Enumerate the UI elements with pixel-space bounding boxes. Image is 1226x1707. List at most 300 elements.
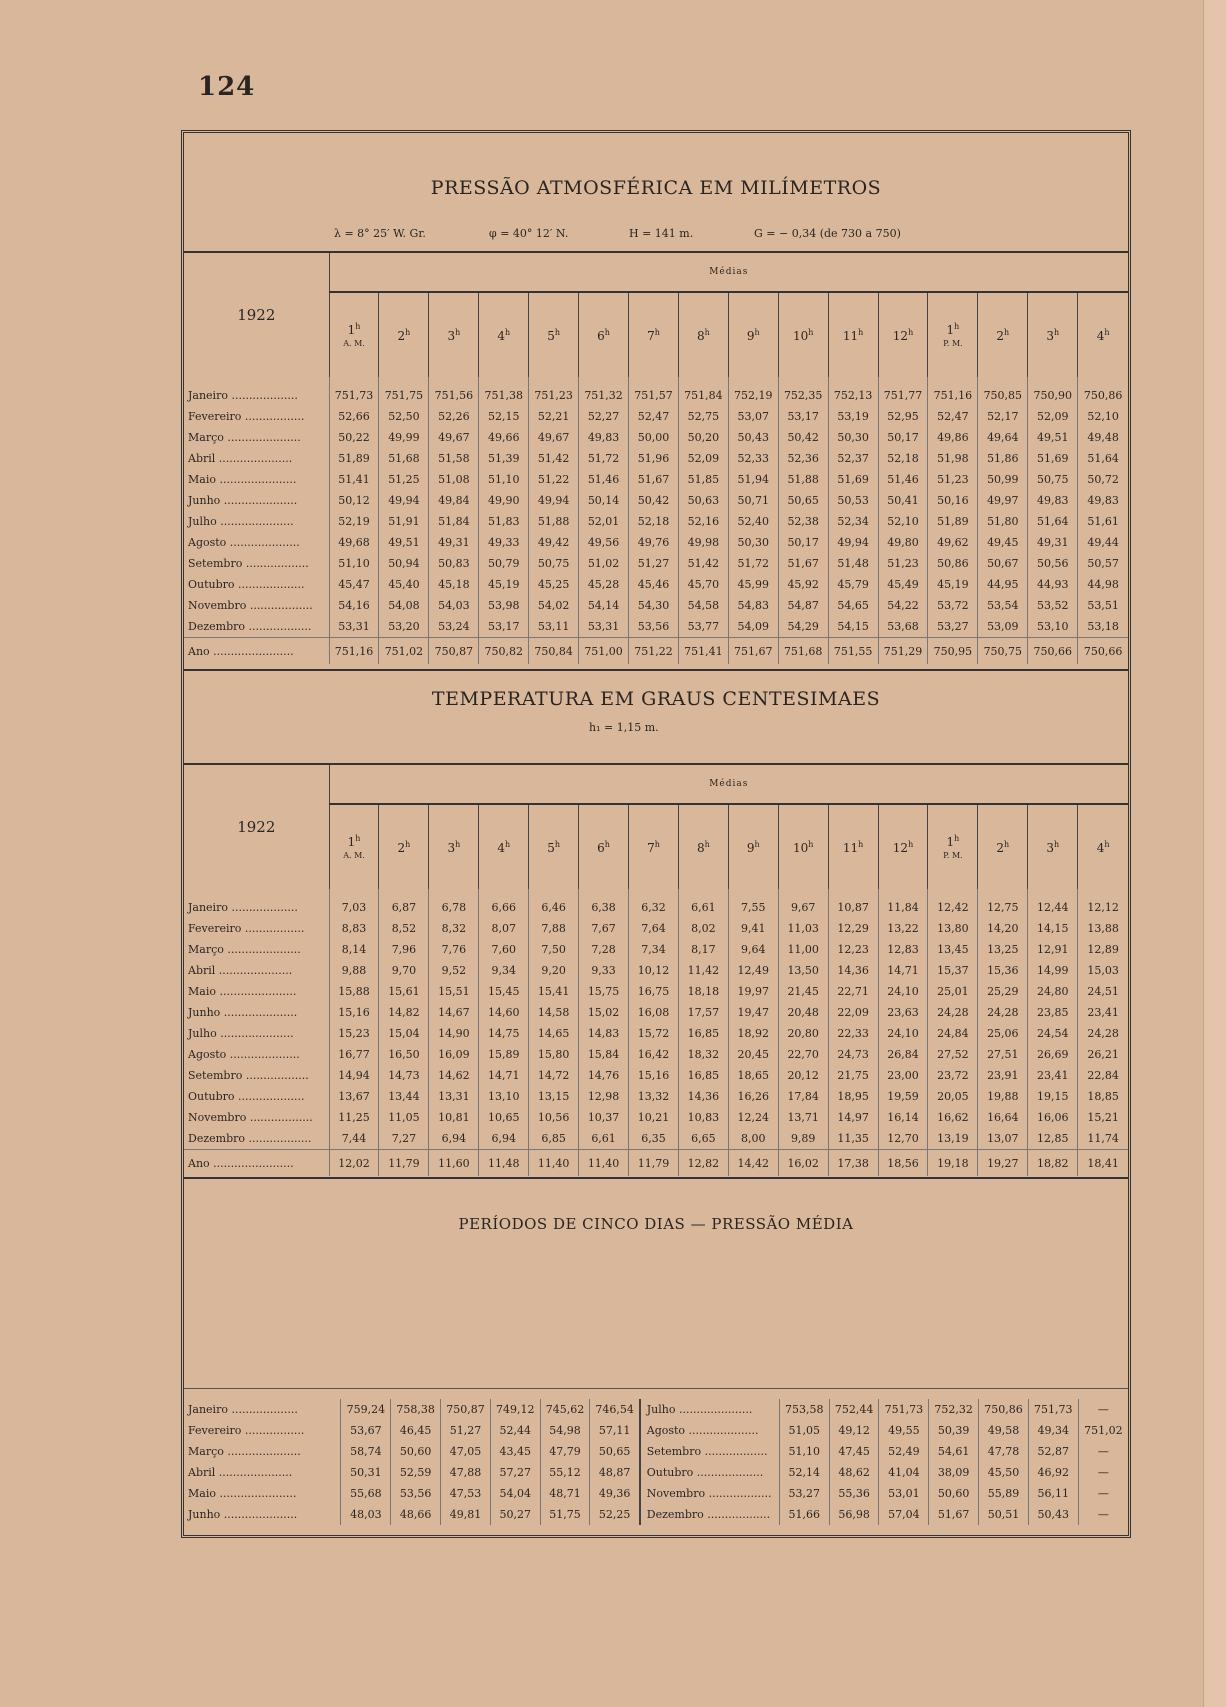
table-cell: 23,91 bbox=[978, 1065, 1028, 1086]
table-cell: 15,36 bbox=[978, 960, 1028, 981]
table-cell: 10,65 bbox=[479, 1107, 529, 1128]
month-label: Abril ..................... bbox=[188, 964, 293, 977]
table-cell: 9,64 bbox=[728, 939, 778, 960]
table-row bbox=[184, 1441, 1128, 1462]
table-cell: 51,68 bbox=[379, 448, 429, 469]
table-row bbox=[184, 897, 1128, 918]
table-cell: 751,32 bbox=[579, 385, 629, 406]
table-cell: 50,14 bbox=[579, 490, 629, 511]
table-cell: 18,41 bbox=[1078, 1150, 1128, 1177]
table-cell: 51,46 bbox=[579, 469, 629, 490]
annual-row bbox=[184, 638, 1128, 665]
table-cell: 14,94 bbox=[329, 1065, 379, 1086]
table-cell: 45,19 bbox=[928, 574, 978, 595]
table-cell: 51,72 bbox=[728, 553, 778, 574]
table-cell: 49,80 bbox=[878, 532, 928, 553]
table-cell: 52,37 bbox=[828, 448, 878, 469]
table-cell: 6,61 bbox=[579, 1128, 629, 1150]
table-cell: 14,71 bbox=[479, 1065, 529, 1086]
table-cell: 758,38 bbox=[391, 1399, 441, 1420]
table-cell: 51,48 bbox=[828, 553, 878, 574]
table-cell: 15,51 bbox=[429, 981, 479, 1002]
table-cell: 8,14 bbox=[329, 939, 379, 960]
table-cell: 52,38 bbox=[778, 511, 828, 532]
table-cell: 50,75 bbox=[1028, 469, 1078, 490]
table-cell: 9,70 bbox=[379, 960, 429, 981]
table-cell: 6,85 bbox=[529, 1128, 579, 1150]
table-cell: 54,30 bbox=[629, 595, 679, 616]
table-cell: 14,82 bbox=[379, 1002, 429, 1023]
table-cell: 52,10 bbox=[1078, 406, 1128, 427]
table-cell: 51,27 bbox=[629, 553, 679, 574]
month-label: Setembro .................. bbox=[640, 1441, 780, 1462]
table-cell: 14,83 bbox=[579, 1023, 629, 1044]
table-cell: 50,31 bbox=[341, 1462, 391, 1483]
table-cell: 20,80 bbox=[778, 1023, 828, 1044]
table-cell: 50,42 bbox=[629, 490, 679, 511]
table-cell: 16,85 bbox=[678, 1023, 728, 1044]
pressure-hour-6: 6$^h$ bbox=[579, 292, 629, 377]
pressure-hour-7: 7$^h$ bbox=[629, 292, 679, 377]
table-cell: 16,14 bbox=[878, 1107, 928, 1128]
table-cell: 46,92 bbox=[1028, 1462, 1078, 1483]
table-cell: 15,16 bbox=[629, 1065, 679, 1086]
table-cell: 54,15 bbox=[828, 616, 878, 638]
table-cell: 23,41 bbox=[1028, 1065, 1078, 1086]
month-label: Abril ..................... bbox=[188, 1466, 293, 1479]
table-cell: 38,09 bbox=[929, 1462, 979, 1483]
table-cell: 750,86 bbox=[1078, 385, 1128, 406]
table-cell: 54,08 bbox=[379, 595, 429, 616]
table-cell: 22,09 bbox=[828, 1002, 878, 1023]
table-cell: 51,75 bbox=[540, 1504, 590, 1525]
table-cell: 56,11 bbox=[1028, 1483, 1078, 1504]
table-cell: 50,83 bbox=[429, 553, 479, 574]
table-cell: 51,22 bbox=[529, 469, 579, 490]
temperature-hour-14: 2$^h$ bbox=[978, 804, 1028, 889]
table-cell: 52,01 bbox=[579, 511, 629, 532]
table-cell: 24,28 bbox=[1078, 1023, 1128, 1044]
table-cell: 45,50 bbox=[979, 1462, 1029, 1483]
table-cell: 57,11 bbox=[590, 1420, 640, 1441]
table-cell: 54,58 bbox=[678, 595, 728, 616]
table-cell: 750,82 bbox=[479, 638, 529, 665]
table-cell: 51,80 bbox=[978, 511, 1028, 532]
table-cell: 19,27 bbox=[978, 1150, 1028, 1177]
table-cell: 751,68 bbox=[778, 638, 828, 665]
table-cell: 50,43 bbox=[728, 427, 778, 448]
table-cell: 9,34 bbox=[479, 960, 529, 981]
table-cell: 25,06 bbox=[978, 1023, 1028, 1044]
table-cell: 751,41 bbox=[678, 638, 728, 665]
table-cell: 9,41 bbox=[728, 918, 778, 939]
table-cell: 51,08 bbox=[429, 469, 479, 490]
table-cell: 11,84 bbox=[878, 897, 928, 918]
table-cell: 44,95 bbox=[978, 574, 1028, 595]
table-row bbox=[184, 511, 1128, 532]
pressure-hour-13: 1$^h$ P. M. bbox=[928, 292, 978, 377]
table-cell: 18,92 bbox=[728, 1023, 778, 1044]
table-cell: 20,45 bbox=[728, 1044, 778, 1065]
table-row bbox=[184, 574, 1128, 595]
table-cell: 751,75 bbox=[379, 385, 429, 406]
table-cell: 14,72 bbox=[529, 1065, 579, 1086]
table-cell: 48,71 bbox=[540, 1483, 590, 1504]
table-cell: 49,98 bbox=[678, 532, 728, 553]
table-cell: 53,98 bbox=[479, 595, 529, 616]
table-cell: 51,61 bbox=[1078, 511, 1128, 532]
table-cell: 51,89 bbox=[928, 511, 978, 532]
temperature-hour-12: 12$^h$ bbox=[878, 804, 928, 889]
pressure-year-header: 1922 bbox=[237, 306, 276, 324]
table-cell: 18,85 bbox=[1078, 1086, 1128, 1107]
table-cell: 7,50 bbox=[529, 939, 579, 960]
table-cell: 51,67 bbox=[778, 553, 828, 574]
temperature-hour-1: 1$^h$ A. M. bbox=[329, 804, 379, 889]
page-number: 124 bbox=[198, 72, 256, 102]
table-cell: 9,52 bbox=[429, 960, 479, 981]
table-cell: 20,05 bbox=[928, 1086, 978, 1107]
table-cell: 26,69 bbox=[1028, 1044, 1078, 1065]
table-cell: 51,10 bbox=[779, 1441, 829, 1462]
pressure-body bbox=[184, 377, 1128, 664]
table-cell: 14,36 bbox=[678, 1086, 728, 1107]
table-cell: 8,83 bbox=[329, 918, 379, 939]
table-cell: 49,90 bbox=[479, 490, 529, 511]
table-cell: 15,04 bbox=[379, 1023, 429, 1044]
table-cell: 751,73 bbox=[1028, 1399, 1078, 1420]
table-cell: 53,68 bbox=[878, 616, 928, 638]
table-cell: 750,66 bbox=[1028, 638, 1078, 665]
table-cell: 52,50 bbox=[379, 406, 429, 427]
table-cell: 23,72 bbox=[928, 1065, 978, 1086]
table-cell: 11,25 bbox=[329, 1107, 379, 1128]
table-cell: 49,84 bbox=[429, 490, 479, 511]
table-cell: 54,03 bbox=[429, 595, 479, 616]
table-cell: 51,39 bbox=[479, 448, 529, 469]
table-cell: 7,28 bbox=[579, 939, 629, 960]
table-row bbox=[184, 981, 1128, 1002]
table-cell: 14,90 bbox=[429, 1023, 479, 1044]
table-cell: 9,33 bbox=[579, 960, 629, 981]
table-cell: 51,84 bbox=[429, 511, 479, 532]
table-cell: 49,33 bbox=[479, 532, 529, 553]
table-cell: 50,22 bbox=[329, 427, 379, 448]
month-label: Agosto .................... bbox=[640, 1420, 780, 1441]
annual-label: Ano ....................... bbox=[184, 1150, 329, 1177]
table-cell: 24,84 bbox=[928, 1023, 978, 1044]
table-cell: 51,27 bbox=[441, 1420, 491, 1441]
table-cell: 24,73 bbox=[828, 1044, 878, 1065]
table-cell: 7,76 bbox=[429, 939, 479, 960]
table-cell: 16,62 bbox=[928, 1107, 978, 1128]
table-cell: 18,56 bbox=[878, 1150, 928, 1177]
table-cell: — bbox=[1078, 1462, 1128, 1483]
table-cell: 50,60 bbox=[391, 1441, 441, 1462]
table-row bbox=[184, 595, 1128, 616]
table-cell: 52,25 bbox=[590, 1504, 640, 1525]
table-cell: 52,21 bbox=[529, 406, 579, 427]
month-label: Agosto .................... bbox=[188, 1048, 300, 1061]
month-label: Dezembro .................. bbox=[640, 1504, 780, 1525]
table-cell: 51,96 bbox=[629, 448, 679, 469]
table-cell: 27,52 bbox=[928, 1044, 978, 1065]
month-label: Setembro .................. bbox=[188, 557, 309, 570]
table-cell: 22,33 bbox=[828, 1023, 878, 1044]
table-cell: 49,83 bbox=[1028, 490, 1078, 511]
table-row bbox=[184, 427, 1128, 448]
table-cell: 50,63 bbox=[678, 490, 728, 511]
table-cell: 51,46 bbox=[878, 469, 928, 490]
table-row bbox=[184, 1086, 1128, 1107]
table-cell: 49,48 bbox=[1078, 427, 1128, 448]
table-cell: 12,83 bbox=[878, 939, 928, 960]
table-cell: 11,79 bbox=[629, 1150, 679, 1177]
table-cell: 745,62 bbox=[540, 1399, 590, 1420]
table-cell: 50,17 bbox=[878, 427, 928, 448]
table-cell: 15,45 bbox=[479, 981, 529, 1002]
table-cell: 17,57 bbox=[678, 1002, 728, 1023]
table-cell: 750,85 bbox=[978, 385, 1028, 406]
table-cell: 750,86 bbox=[979, 1399, 1029, 1420]
table-cell: 49,97 bbox=[978, 490, 1028, 511]
table-cell: 16,75 bbox=[629, 981, 679, 1002]
table-cell: 50,56 bbox=[1028, 553, 1078, 574]
table-cell: 54,61 bbox=[929, 1441, 979, 1462]
table-cell: 14,71 bbox=[878, 960, 928, 981]
table-cell: 750,75 bbox=[978, 638, 1028, 665]
table-cell: 51,05 bbox=[779, 1420, 829, 1441]
pressure-hour-1: 1$^h$ A. M. bbox=[329, 292, 379, 377]
table-cell: 9,89 bbox=[778, 1128, 828, 1150]
table-row bbox=[184, 406, 1128, 427]
table-cell: 7,34 bbox=[629, 939, 679, 960]
table-cell: 16,08 bbox=[629, 1002, 679, 1023]
table-cell: 11,74 bbox=[1078, 1128, 1128, 1150]
table-cell: 51,23 bbox=[878, 553, 928, 574]
table-cell: 752,13 bbox=[828, 385, 878, 406]
table-cell: 750,87 bbox=[429, 638, 479, 665]
pressure-hour-10: 10$^h$ bbox=[778, 292, 828, 377]
table-cell: 16,09 bbox=[429, 1044, 479, 1065]
table-cell: 53,54 bbox=[978, 595, 1028, 616]
table-cell: 10,81 bbox=[429, 1107, 479, 1128]
month-label: Junho ..................... bbox=[188, 1508, 298, 1521]
table-cell: 13,71 bbox=[778, 1107, 828, 1128]
temperature-hour-3: 3$^h$ bbox=[429, 804, 479, 889]
temperature-hour-13: 1$^h$ P. M. bbox=[928, 804, 978, 889]
table-cell: 49,58 bbox=[979, 1420, 1029, 1441]
table-cell: 49,56 bbox=[579, 532, 629, 553]
table-cell: — bbox=[1078, 1441, 1128, 1462]
table-cell: 750,90 bbox=[1028, 385, 1078, 406]
table-cell: 49,42 bbox=[529, 532, 579, 553]
month-label: Fevereiro ................. bbox=[188, 410, 305, 423]
temperature-year-header: 1922 bbox=[237, 818, 276, 836]
table-cell: 21,45 bbox=[778, 981, 828, 1002]
table-cell: 9,20 bbox=[529, 960, 579, 981]
five-days-table bbox=[184, 1399, 1128, 1525]
table-cell: 16,64 bbox=[978, 1107, 1028, 1128]
table-cell: 13,15 bbox=[529, 1086, 579, 1107]
month-label: Maio ...................... bbox=[188, 1487, 297, 1500]
table-cell: 50,27 bbox=[490, 1504, 540, 1525]
table-cell: 55,12 bbox=[540, 1462, 590, 1483]
table-cell: 50,60 bbox=[929, 1483, 979, 1504]
five-days-body bbox=[184, 1399, 1128, 1525]
table-cell: 6,32 bbox=[629, 897, 679, 918]
table-cell: 52,49 bbox=[879, 1441, 929, 1462]
table-cell: 52,09 bbox=[678, 448, 728, 469]
table-cell: 6,66 bbox=[479, 897, 529, 918]
table-cell: 49,67 bbox=[529, 427, 579, 448]
table-cell: 7,44 bbox=[329, 1128, 379, 1150]
table-row bbox=[184, 939, 1128, 960]
table-cell: 21,75 bbox=[828, 1065, 878, 1086]
table-row bbox=[184, 1044, 1128, 1065]
table-cell: 49,51 bbox=[1028, 427, 1078, 448]
table-cell: 49,51 bbox=[379, 532, 429, 553]
table-cell: 14,58 bbox=[529, 1002, 579, 1023]
table-cell: 7,03 bbox=[329, 897, 379, 918]
table-cell: 13,07 bbox=[978, 1128, 1028, 1150]
table-cell: 53,51 bbox=[1078, 595, 1128, 616]
month-label: Março ..................... bbox=[188, 431, 301, 444]
month-label: Outubro ................... bbox=[640, 1462, 780, 1483]
temperature-hour-7: 7$^h$ bbox=[629, 804, 679, 889]
pressure-hour-15: 3$^h$ bbox=[1028, 292, 1078, 377]
table-cell: 54,09 bbox=[728, 616, 778, 638]
table-cell: 752,35 bbox=[778, 385, 828, 406]
table-cell: 11,48 bbox=[479, 1150, 529, 1177]
table-cell: 47,88 bbox=[441, 1462, 491, 1483]
table-cell: 23,00 bbox=[878, 1065, 928, 1086]
table-cell: 15,72 bbox=[629, 1023, 679, 1044]
table-cell: 8,07 bbox=[479, 918, 529, 939]
table-cell: 49,99 bbox=[379, 427, 429, 448]
table-cell: 6,87 bbox=[379, 897, 429, 918]
table-cell: 751,73 bbox=[329, 385, 379, 406]
table-cell: 12,02 bbox=[329, 1150, 379, 1177]
table-cell: 50,41 bbox=[878, 490, 928, 511]
table-cell: 24,10 bbox=[878, 1023, 928, 1044]
table-cell: 6,94 bbox=[429, 1128, 479, 1150]
table-cell: 52,18 bbox=[629, 511, 679, 532]
temperature-hour-16: 4$^h$ bbox=[1078, 804, 1128, 889]
table-cell: 23,41 bbox=[1078, 1002, 1128, 1023]
table-cell: 751,22 bbox=[629, 638, 679, 665]
table-cell: 19,47 bbox=[728, 1002, 778, 1023]
table-cell: 23,85 bbox=[1028, 1002, 1078, 1023]
month-label: Agosto .................... bbox=[188, 536, 300, 549]
table-cell: 7,96 bbox=[379, 939, 429, 960]
table-cell: 54,22 bbox=[878, 595, 928, 616]
table-cell: 51,72 bbox=[579, 448, 629, 469]
table-cell: 50,42 bbox=[778, 427, 828, 448]
table-row bbox=[184, 1023, 1128, 1044]
table-cell: 51,86 bbox=[978, 448, 1028, 469]
table-cell: 50,99 bbox=[978, 469, 1028, 490]
month-label: Julho ..................... bbox=[188, 1027, 294, 1040]
table-cell: 45,99 bbox=[728, 574, 778, 595]
table-cell: 18,95 bbox=[828, 1086, 878, 1107]
table-cell: 27,51 bbox=[978, 1044, 1028, 1065]
month-label: Junho ..................... bbox=[188, 1006, 298, 1019]
table-cell: 16,02 bbox=[778, 1150, 828, 1177]
table-cell: 56,98 bbox=[829, 1504, 879, 1525]
table-cell: 8,32 bbox=[429, 918, 479, 939]
table-cell: 51,42 bbox=[529, 448, 579, 469]
table-cell: — bbox=[1078, 1399, 1128, 1420]
pressure-hour-4: 4$^h$ bbox=[479, 292, 529, 377]
table-cell: 751,56 bbox=[429, 385, 479, 406]
table-cell: 49,76 bbox=[629, 532, 679, 553]
table-cell: 53,27 bbox=[928, 616, 978, 638]
temperature-hour-8: 8$^h$ bbox=[678, 804, 728, 889]
table-cell: 13,10 bbox=[479, 1086, 529, 1107]
month-label: Abril ..................... bbox=[188, 452, 293, 465]
table-cell: 11,05 bbox=[379, 1107, 429, 1128]
table-cell: 53,77 bbox=[678, 616, 728, 638]
table-cell: 53,19 bbox=[828, 406, 878, 427]
table-cell: 10,12 bbox=[629, 960, 679, 981]
table-cell: 19,18 bbox=[928, 1150, 978, 1177]
table-cell: 55,89 bbox=[979, 1483, 1029, 1504]
table-cell: 13,50 bbox=[778, 960, 828, 981]
table-cell: 52,18 bbox=[878, 448, 928, 469]
table-row bbox=[184, 616, 1128, 638]
table-cell: 13,19 bbox=[928, 1128, 978, 1150]
temperature-body bbox=[184, 889, 1128, 1176]
table-cell: 6,35 bbox=[629, 1128, 679, 1150]
table-cell: 51,66 bbox=[779, 1504, 829, 1525]
table-cell: 8,00 bbox=[728, 1128, 778, 1150]
table-cell: 12,23 bbox=[828, 939, 878, 960]
table-cell: 14,99 bbox=[1028, 960, 1078, 981]
table-row bbox=[184, 1462, 1128, 1483]
table-cell: 751,73 bbox=[879, 1399, 929, 1420]
table-row bbox=[184, 1128, 1128, 1150]
table-cell: 49,36 bbox=[590, 1483, 640, 1504]
table-cell: 49,81 bbox=[441, 1504, 491, 1525]
table-cell: 50,30 bbox=[728, 532, 778, 553]
temperature-hour-15: 3$^h$ bbox=[1028, 804, 1078, 889]
pressure-table bbox=[184, 253, 1128, 664]
table-cell: 14,36 bbox=[828, 960, 878, 981]
table-cell: 15,84 bbox=[579, 1044, 629, 1065]
table-cell: 751,16 bbox=[928, 385, 978, 406]
table-cell: 45,25 bbox=[529, 574, 579, 595]
month-label: Outubro ................... bbox=[188, 578, 305, 591]
table-cell: 57,27 bbox=[490, 1462, 540, 1483]
table-cell: 53,17 bbox=[479, 616, 529, 638]
table-cell: 6,65 bbox=[678, 1128, 728, 1150]
table-cell: 12,70 bbox=[878, 1128, 928, 1150]
table-cell: 50,12 bbox=[329, 490, 379, 511]
table-cell: 13,32 bbox=[629, 1086, 679, 1107]
month-label: Maio ...................... bbox=[188, 985, 297, 998]
table-cell: 752,44 bbox=[829, 1399, 879, 1420]
table-cell: 49,86 bbox=[928, 427, 978, 448]
table-cell: 12,75 bbox=[978, 897, 1028, 918]
table-cell: 7,67 bbox=[579, 918, 629, 939]
table-cell: 50,65 bbox=[778, 490, 828, 511]
table-row bbox=[184, 1483, 1128, 1504]
table-cell: 45,49 bbox=[878, 574, 928, 595]
table-cell: 751,77 bbox=[878, 385, 928, 406]
table-cell: 54,29 bbox=[778, 616, 828, 638]
table-cell: — bbox=[1078, 1504, 1128, 1525]
